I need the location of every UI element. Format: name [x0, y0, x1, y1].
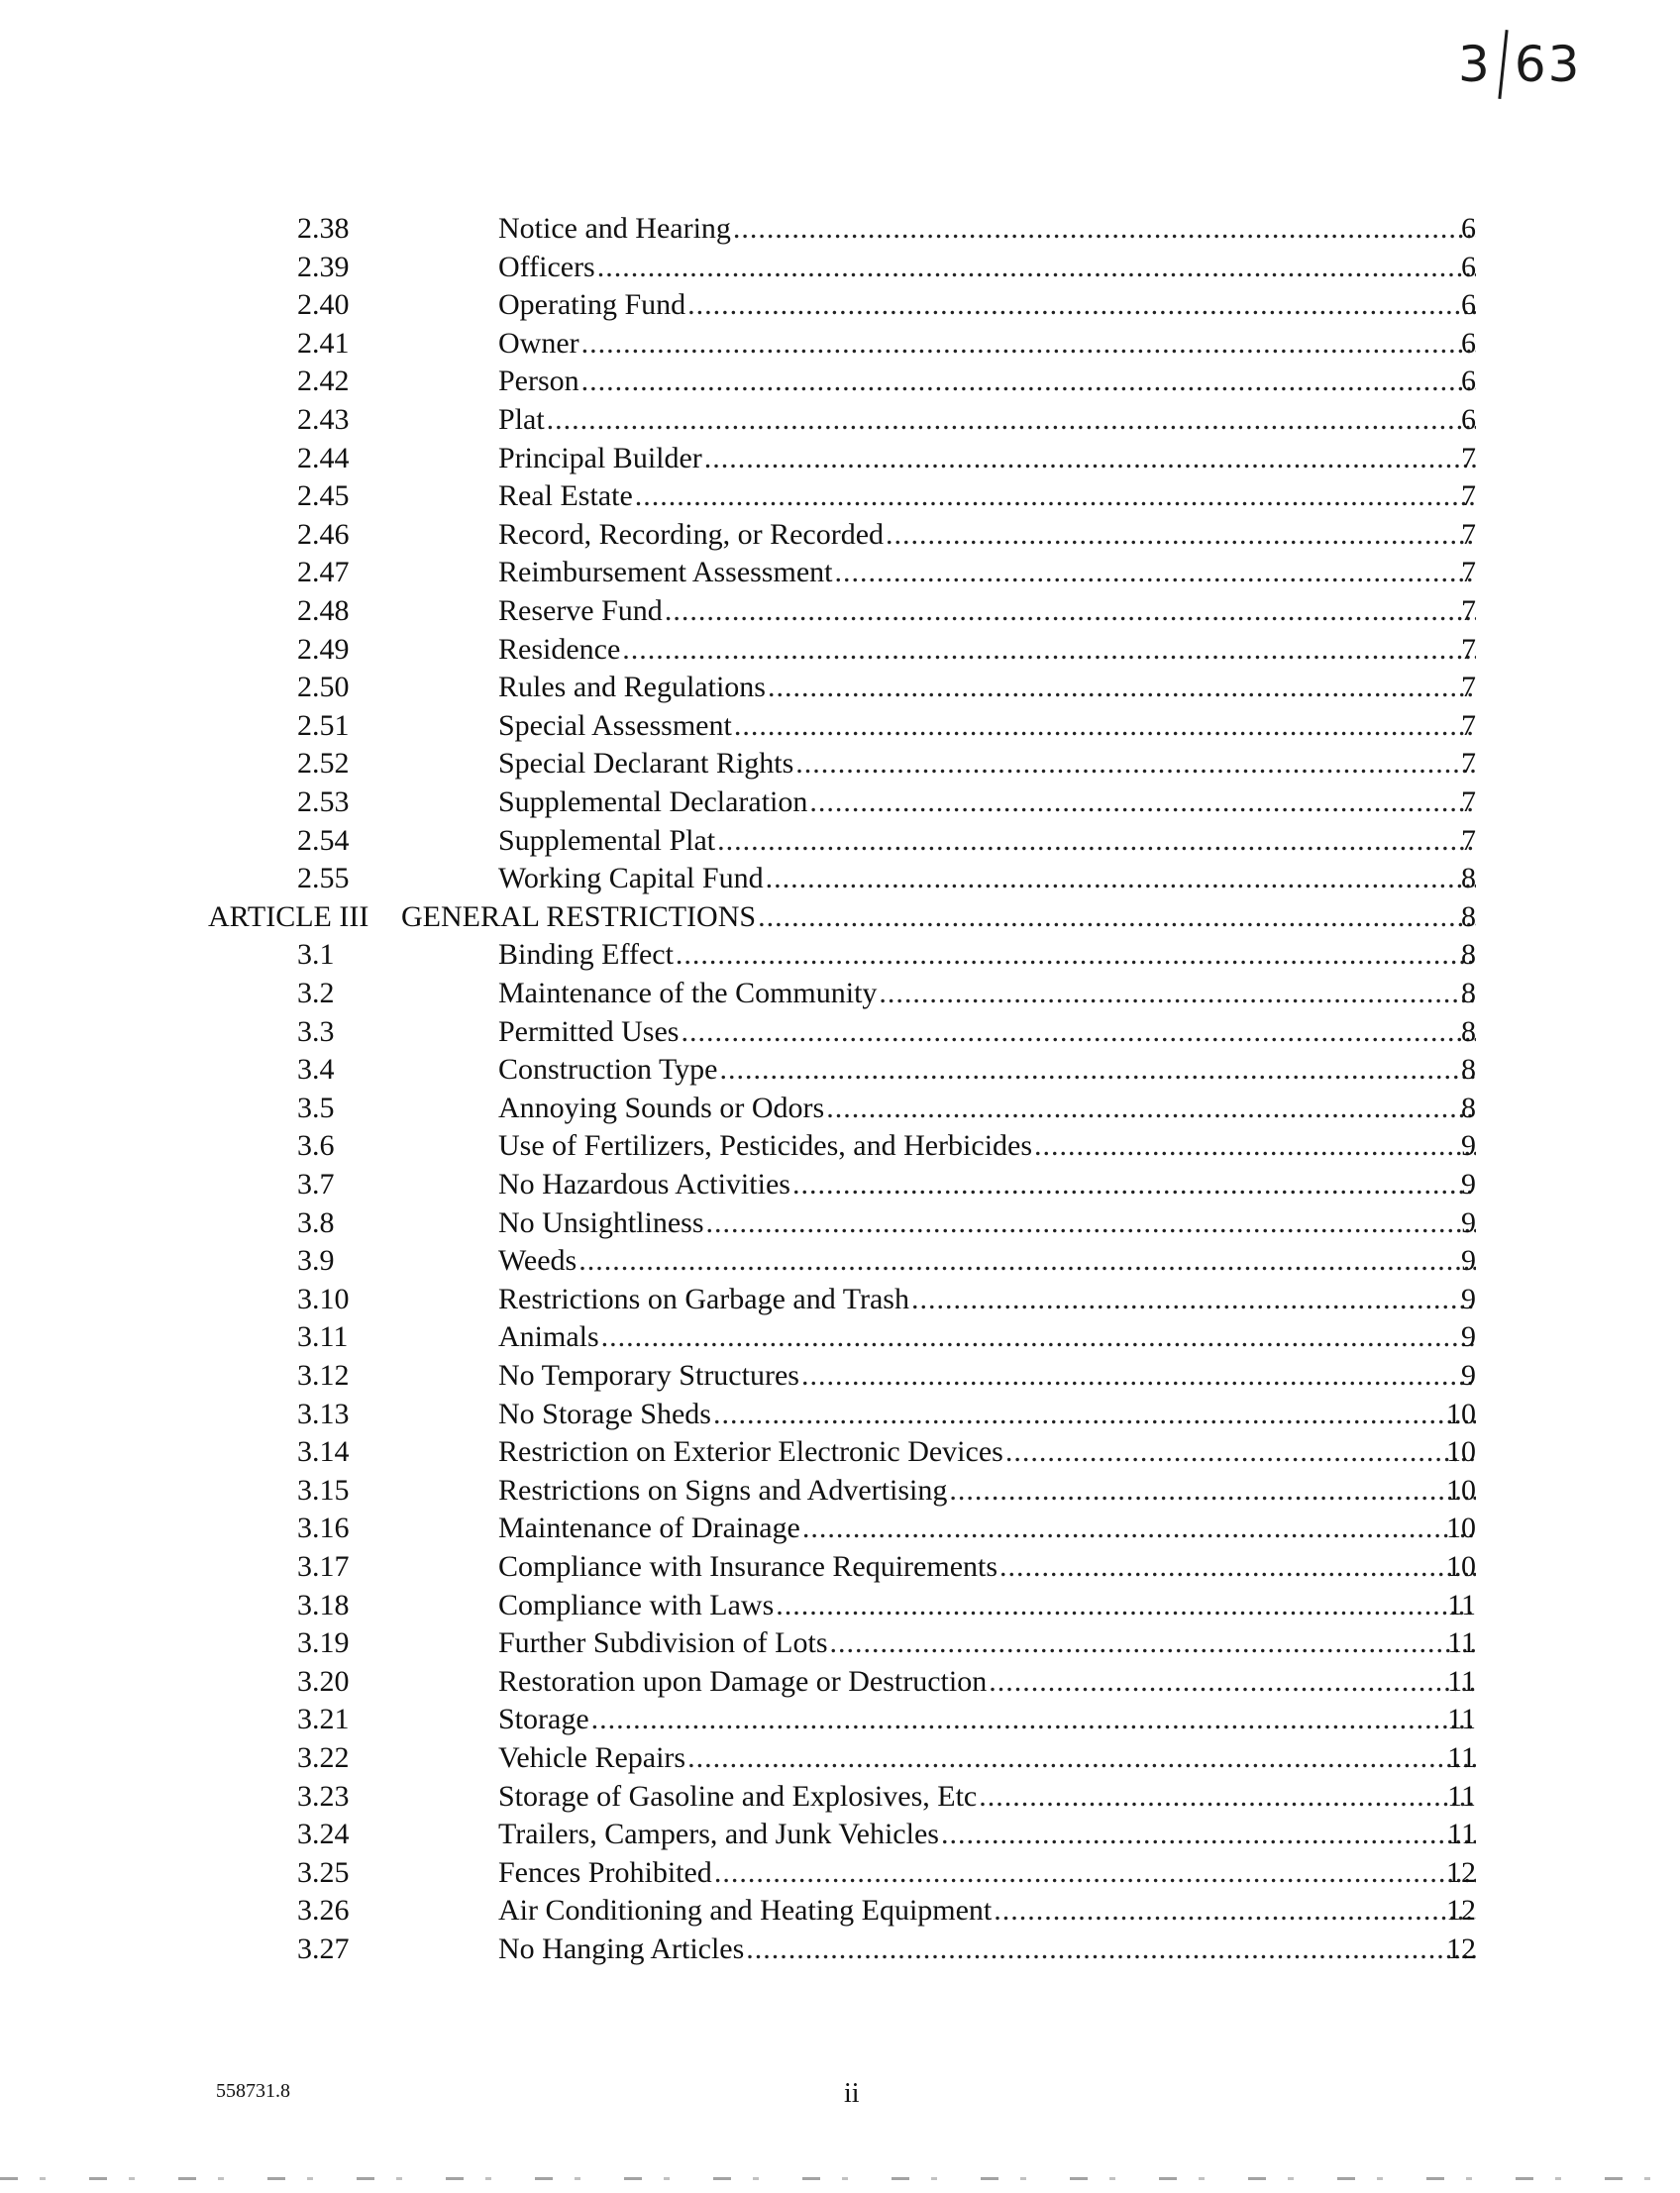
toc-section-title: Reimbursement Assessment [498, 556, 833, 589]
toc-page-number: 8 [1461, 938, 1476, 972]
toc-article-heading [0, 898, 1680, 936]
dot-leader [802, 1510, 1476, 1547]
dot-leader [687, 1739, 1476, 1777]
toc-title-with-leader [498, 1931, 1476, 1968]
toc-page-number: 11 [1447, 1779, 1476, 1813]
toc-entry [0, 1127, 1680, 1165]
toc-entry [0, 1318, 1680, 1356]
toc-section-title: GENERAL RESTRICTIONS [401, 899, 757, 933]
toc-section-number: 3.7 [297, 1168, 335, 1201]
toc-page-number: 10 [1446, 1435, 1476, 1469]
toc-title-with-leader [498, 1281, 1476, 1318]
toc-section-title: Annoying Sounds or Odors [498, 1091, 825, 1124]
toc-entry [0, 1166, 1680, 1203]
toc-page-number: 6 [1461, 250, 1476, 283]
toc-entry [0, 936, 1680, 974]
dot-leader [949, 1472, 1476, 1510]
toc-entry [0, 1510, 1680, 1547]
toc-title-with-leader [498, 1051, 1476, 1089]
toc-section-title: Restriction on Exterior Electronic Devices [498, 1435, 1003, 1469]
toc-section-number: 3.18 [297, 1588, 350, 1621]
toc-entry [0, 707, 1680, 745]
dot-leader [622, 631, 1476, 669]
dot-leader [801, 1357, 1476, 1395]
toc-title-with-leader [498, 1242, 1476, 1280]
dot-leader [591, 1701, 1476, 1738]
toc-section-title: Supplemental Plat [498, 823, 716, 857]
toc-page-number: 10 [1446, 1473, 1476, 1507]
toc-page-number: 7 [1461, 708, 1476, 742]
toc-section-number: 3.20 [297, 1664, 350, 1698]
dot-leader [581, 325, 1476, 363]
toc-section-title: Record, Recording, or Recorded [498, 517, 885, 551]
dot-leader [601, 1318, 1476, 1356]
toc-section-title: No Temporary Structures [498, 1359, 799, 1392]
toc-section-title: Supplemental Declaration [498, 785, 808, 818]
toc-title-with-leader [498, 1510, 1476, 1547]
toc-page-number: 7 [1461, 517, 1476, 551]
dot-leader [886, 516, 1476, 554]
toc-section-title: Storage of Gasoline and Explosives, Etc [498, 1779, 978, 1813]
toc-section-title: No Unsightliness [498, 1205, 704, 1239]
toc-section-title: Binding Effect [498, 938, 674, 972]
dot-leader [681, 1013, 1476, 1051]
toc-section-title: Working Capital Fund [498, 862, 764, 895]
dot-leader [687, 286, 1476, 324]
toc-section-title: Residence [498, 632, 621, 666]
toc-page-number: 12 [1446, 1932, 1476, 1965]
dot-leader [1034, 1127, 1476, 1165]
toc-entry [0, 1204, 1680, 1242]
toc-title-with-leader [498, 1587, 1476, 1624]
toc-page-number: 7 [1461, 785, 1476, 818]
dot-leader [758, 898, 1476, 936]
toc-title-with-leader [498, 1396, 1476, 1433]
toc-page-number: 9 [1461, 1129, 1476, 1163]
toc-entry [0, 822, 1680, 860]
handwritten-page-note [1458, 30, 1581, 99]
toc-page-number: 7 [1461, 632, 1476, 666]
toc-title-with-leader [498, 554, 1476, 591]
toc-page-number: 8 [1461, 977, 1476, 1009]
toc-entry [0, 592, 1680, 630]
toc-title-with-leader [498, 1013, 1476, 1051]
toc-entry [0, 1739, 1680, 1777]
toc-section-title: Fences Prohibited [498, 1855, 712, 1889]
toc-page-number: 10 [1446, 1550, 1476, 1583]
toc-section-title: Further Subdivision of Lots [498, 1626, 828, 1660]
toc-page-number: 10 [1446, 1512, 1476, 1545]
toc-entry [0, 1587, 1680, 1624]
toc-page-number: 11 [1447, 1741, 1476, 1774]
toc-section-title: Animals [498, 1320, 599, 1354]
toc-page-number: 9 [1461, 1282, 1476, 1315]
toc-title-with-leader [498, 1548, 1476, 1586]
dot-leader [830, 1624, 1476, 1662]
toc-title-with-leader [498, 1433, 1476, 1471]
toc-section-title: Operating Fund [498, 288, 686, 322]
toc-section-title: Weeds [498, 1244, 578, 1278]
toc-entry [0, 1281, 1680, 1318]
toc-section-number: 2.42 [297, 365, 350, 398]
dot-leader [979, 1778, 1476, 1816]
toc-section-number: 3.3 [297, 1014, 335, 1048]
dot-leader [717, 822, 1476, 860]
dot-leader [989, 1663, 1476, 1701]
toc-section-number: 2.43 [297, 403, 350, 436]
toc-page-number: 6 [1461, 212, 1476, 245]
toc-page-number: 11 [1447, 1818, 1476, 1851]
toc-section-number: 2.41 [297, 326, 350, 360]
toc-section-title: Officers [498, 250, 595, 283]
toc-section-title: Restoration upon Damage or Destruction [498, 1664, 988, 1698]
toc-page-number: 8 [1461, 1091, 1476, 1124]
toc-entry [0, 1051, 1680, 1089]
toc-entry [0, 554, 1680, 591]
dot-leader [941, 1816, 1476, 1853]
toc-section-title: Restrictions on Signs and Advertising [498, 1473, 948, 1507]
dot-leader [713, 1396, 1476, 1433]
toc-page-number: 6 [1461, 403, 1476, 436]
toc-entry [0, 860, 1680, 897]
toc-page-number: 8 [1461, 1053, 1476, 1087]
toc-page-number: 7 [1461, 823, 1476, 857]
dot-leader [597, 249, 1476, 286]
toc-entry [0, 1778, 1680, 1816]
toc-title-with-leader [498, 1318, 1476, 1356]
dot-leader [766, 860, 1476, 897]
toc-page-number: 8 [1461, 1014, 1476, 1048]
toc-page-number: 10 [1446, 1397, 1476, 1430]
toc-page-number: 7 [1461, 671, 1476, 704]
toc-title-with-leader [498, 783, 1476, 821]
dot-leader [734, 707, 1476, 745]
toc-title-with-leader [498, 1166, 1476, 1203]
toc-entry [0, 325, 1680, 363]
handwritten-note-left: 3 [1458, 36, 1492, 93]
toc-section-number: 3.13 [297, 1397, 350, 1430]
toc-page-number: 11 [1447, 1626, 1476, 1660]
toc-page-number: 11 [1447, 1588, 1476, 1621]
toc-section-number: ARTICLE III [208, 899, 369, 933]
toc-entry [0, 1433, 1680, 1471]
toc-section-title: Permitted Uses [498, 1014, 680, 1048]
dot-leader [994, 1892, 1476, 1930]
toc-section-title: Person [498, 365, 579, 398]
toc-entry [0, 783, 1680, 821]
toc-page-number: 8 [1461, 899, 1476, 933]
toc-section-title: Compliance with Insurance Requirements [498, 1550, 998, 1583]
toc-page-number: 7 [1461, 556, 1476, 589]
toc-section-number: 2.51 [297, 708, 350, 742]
toc-section-number: 3.14 [297, 1435, 350, 1469]
dot-leader [733, 210, 1476, 248]
dot-leader [999, 1548, 1476, 1586]
toc-section-number: 3.23 [297, 1779, 350, 1813]
dot-leader [911, 1281, 1476, 1318]
toc-section-number: 2.49 [297, 632, 350, 666]
dot-leader [776, 1587, 1476, 1624]
toc-section-title: No Hazardous Activities [498, 1168, 790, 1201]
toc-title-with-leader [498, 631, 1476, 669]
toc-section-number: 2.38 [297, 212, 350, 245]
toc-title-with-leader [498, 1472, 1476, 1510]
toc-title-with-leader [498, 1701, 1476, 1738]
toc-section-number: 2.44 [297, 441, 350, 474]
toc-entry [0, 631, 1680, 669]
toc-section-number: 3.9 [297, 1244, 335, 1278]
toc-entry [0, 1701, 1680, 1738]
toc-section-title: Construction Type [498, 1053, 718, 1087]
toc-page-number: 11 [1447, 1703, 1476, 1736]
toc-entry [0, 1396, 1680, 1433]
toc-section-title: Special Assessment [498, 708, 732, 742]
toc-page-number: 9 [1461, 1168, 1476, 1201]
toc-title-with-leader [498, 1357, 1476, 1395]
scan-artifact-line [0, 2177, 1680, 2180]
toc-page-number: 9 [1461, 1205, 1476, 1239]
toc-section-title: Principal Builder [498, 441, 702, 474]
toc-section-number: 3.17 [297, 1550, 350, 1583]
toc-page-number: 6 [1461, 365, 1476, 398]
toc-title-with-leader [498, 286, 1476, 324]
toc-section-title: Special Declarant Rights [498, 747, 794, 781]
toc-title-with-leader [498, 440, 1476, 477]
toc-section-number: 3.11 [297, 1320, 349, 1354]
toc-section-number: 2.50 [297, 671, 350, 704]
toc-section-number: 2.47 [297, 556, 350, 589]
toc-section-number: 3.6 [297, 1129, 335, 1163]
toc-section-number: 3.4 [297, 1053, 335, 1087]
toc-entry [0, 1854, 1680, 1892]
toc-section-title: Air Conditioning and Heating Equipment [498, 1894, 993, 1928]
toc-section-number: 2.55 [297, 862, 350, 895]
toc-entry [0, 1472, 1680, 1510]
toc-page-number: 7 [1461, 747, 1476, 781]
toc-section-title: Plat [498, 403, 545, 436]
toc-page-number: 7 [1461, 479, 1476, 513]
handwritten-slash [1498, 30, 1508, 99]
toc-section-title: Storage [498, 1703, 589, 1736]
toc-section-number: 3.27 [297, 1932, 350, 1965]
dot-leader [792, 1166, 1476, 1203]
toc-section-title: Maintenance of the Community [498, 977, 878, 1009]
toc-entry [0, 1013, 1680, 1051]
toc-section-number: 3.22 [297, 1741, 350, 1774]
toc-section-number: 3.19 [297, 1626, 350, 1660]
toc-entry [0, 440, 1680, 477]
toc-title-with-leader [401, 898, 1476, 936]
dot-leader [795, 745, 1476, 783]
toc-title-with-leader [498, 707, 1476, 745]
toc-section-title: Owner [498, 326, 579, 360]
toc-page-number: 7 [1461, 594, 1476, 627]
toc-section-number: 3.16 [297, 1512, 350, 1545]
dot-leader [746, 1931, 1476, 1968]
toc-section-title: Trailers, Campers, and Junk Vehicles [498, 1818, 939, 1851]
dot-leader [581, 363, 1476, 400]
toc-entry [0, 669, 1680, 706]
toc-entry [0, 1931, 1680, 1968]
toc-page-number: 9 [1461, 1244, 1476, 1278]
toc-page-number: 12 [1446, 1855, 1476, 1889]
toc-title-with-leader [498, 210, 1476, 248]
toc-title-with-leader [498, 1778, 1476, 1816]
toc-title-with-leader [498, 516, 1476, 554]
toc-entry [0, 249, 1680, 286]
toc-entry [0, 401, 1680, 439]
dot-leader [809, 783, 1476, 821]
dot-leader [665, 592, 1476, 630]
toc-section-number: 2.45 [297, 479, 350, 513]
toc-title-with-leader [498, 325, 1476, 363]
toc-title-with-leader [498, 1739, 1476, 1777]
dot-leader [578, 1242, 1476, 1280]
toc-title-with-leader [498, 822, 1476, 860]
dot-leader [879, 975, 1476, 1012]
toc-section-title: Notice and Hearing [498, 212, 731, 245]
toc-section-title: No Hanging Articles [498, 1932, 745, 1965]
dot-leader [826, 1090, 1476, 1127]
dot-leader [720, 1051, 1477, 1089]
toc-entry [0, 1663, 1680, 1701]
toc-section-number: 2.48 [297, 594, 350, 627]
toc-section-number: 2.46 [297, 517, 350, 551]
toc-title-with-leader [498, 1892, 1476, 1930]
dot-leader [706, 1204, 1476, 1242]
toc-section-title: Reserve Fund [498, 594, 663, 627]
toc-section-title: Use of Fertilizers, Pesticides, and Herbicides [498, 1129, 1033, 1163]
toc-entry [0, 1357, 1680, 1395]
toc-title-with-leader [498, 860, 1476, 897]
toc-entry [0, 1892, 1680, 1930]
dot-leader [547, 401, 1476, 439]
toc-section-number: 3.10 [297, 1282, 350, 1315]
toc-page-number: 11 [1447, 1664, 1476, 1698]
toc-entry [0, 516, 1680, 554]
dot-leader [714, 1854, 1476, 1892]
toc-page-number: 7 [1461, 441, 1476, 474]
toc-title-with-leader [498, 1127, 1476, 1165]
dot-leader [676, 936, 1476, 974]
dot-leader [635, 477, 1476, 515]
toc-section-title: Rules and Regulations [498, 671, 766, 704]
toc-entry [0, 1548, 1680, 1586]
toc-title-with-leader [498, 1816, 1476, 1853]
dot-leader [704, 440, 1476, 477]
toc-entry [0, 1624, 1680, 1662]
toc-title-with-leader [498, 1624, 1476, 1662]
toc-section-title: Vehicle Repairs [498, 1741, 686, 1774]
toc-title-with-leader [498, 1090, 1476, 1127]
toc-section-number: 3.15 [297, 1473, 350, 1507]
toc-title-with-leader [498, 1854, 1476, 1892]
toc-entry [0, 745, 1680, 783]
toc-title-with-leader [498, 1663, 1476, 1701]
handwritten-note-right: 63 [1514, 36, 1582, 93]
toc-section-number: 3.21 [297, 1703, 350, 1736]
toc-entry [0, 1816, 1680, 1853]
page-number: ii [844, 2078, 860, 2109]
dot-leader [1005, 1433, 1476, 1471]
toc-section-number: 3.24 [297, 1818, 350, 1851]
toc-section-number: 3.5 [297, 1091, 335, 1124]
toc-page-number: 9 [1461, 1320, 1476, 1354]
toc-section-title: Real Estate [498, 479, 633, 513]
toc-entry [0, 363, 1680, 400]
toc-page-number: 9 [1461, 1359, 1476, 1392]
toc-entry [0, 477, 1680, 515]
toc-title-with-leader [498, 363, 1476, 400]
toc-page-number: 6 [1461, 326, 1476, 360]
toc-section-number: 2.52 [297, 747, 350, 781]
toc-section-number: 2.39 [297, 250, 350, 283]
toc-section-title: No Storage Sheds [498, 1397, 711, 1430]
toc-title-with-leader [498, 669, 1476, 706]
toc-section-number: 3.25 [297, 1855, 350, 1889]
toc-entry [0, 210, 1680, 248]
toc-section-number: 3.26 [297, 1894, 350, 1928]
toc-section-number: 2.40 [297, 288, 350, 322]
toc-entry [0, 286, 1680, 324]
toc-title-with-leader [498, 745, 1476, 783]
toc-section-number: 2.54 [297, 823, 350, 857]
dot-leader [768, 669, 1476, 706]
toc-section-number: 3.2 [297, 977, 335, 1009]
toc-section-number: 3.12 [297, 1359, 350, 1392]
toc-section-title: Restrictions on Garbage and Trash [498, 1282, 909, 1315]
toc-title-with-leader [498, 401, 1476, 439]
dot-leader [834, 554, 1476, 591]
toc-page-number: 6 [1461, 288, 1476, 322]
toc-section-number: 2.53 [297, 785, 350, 818]
toc-page-number: 12 [1446, 1894, 1476, 1928]
toc-section-number: 3.1 [297, 938, 335, 972]
document-id: 558731.8 [216, 2080, 290, 2102]
toc-title-with-leader [498, 592, 1476, 630]
toc-entry [0, 1242, 1680, 1280]
toc-section-number: 3.8 [297, 1205, 335, 1239]
toc-section-title: Maintenance of Drainage [498, 1512, 800, 1545]
toc-entry [0, 1090, 1680, 1127]
toc-title-with-leader [498, 975, 1476, 1012]
toc-title-with-leader [498, 936, 1476, 974]
toc-page-number: 8 [1461, 862, 1476, 895]
toc-title-with-leader [498, 249, 1476, 286]
toc-title-with-leader [498, 477, 1476, 515]
toc-entry [0, 975, 1680, 1012]
toc-section-title: Compliance with Laws [498, 1588, 775, 1621]
toc-title-with-leader [498, 1204, 1476, 1242]
